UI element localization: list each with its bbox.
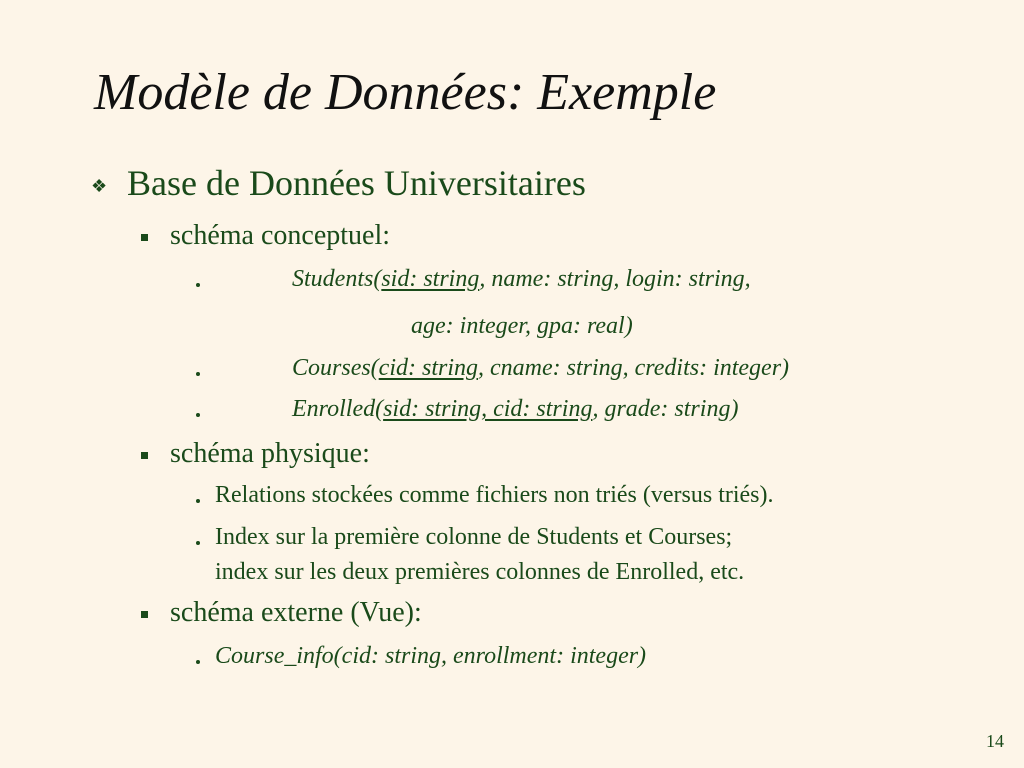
enrolled-prefix: Enrolled(: [292, 396, 384, 422]
square-bullet-icon: [141, 611, 148, 618]
courses-schema-line: [292, 355, 789, 382]
conceptual-schema-label: schéma conceptuel:: [170, 220, 391, 251]
enrolled-key: sid: string, cid: string: [383, 396, 593, 422]
dot-bullet-icon: [196, 372, 200, 376]
enrolled-rest: , grade: string): [592, 396, 739, 422]
enrolled-schema-line: [292, 396, 738, 423]
page-number: 14: [986, 731, 1004, 751]
courses-prefix: Courses(: [292, 355, 379, 381]
students-prefix: Students(: [292, 266, 382, 292]
dot-bullet-icon: [196, 283, 200, 287]
dot-bullet-icon: [196, 413, 200, 417]
external-schema-label: schéma externe (Vue):: [170, 597, 422, 628]
physical-item-index-continuation: index sur les deux premières colonnes de Enrolled, etc.: [215, 559, 745, 585]
dot-bullet-icon: [196, 541, 200, 545]
students-schema-line: [292, 266, 751, 293]
section-heading: Base de Données Universitaires: [127, 163, 586, 203]
students-key: sid: string: [381, 266, 480, 292]
physical-item-relations: Relations stockées comme fichiers non triés (versus triés).: [215, 482, 774, 508]
physical-schema-label: schéma physique:: [170, 438, 370, 469]
students-schema-continuation: age: integer, gpa: real): [411, 313, 633, 339]
slide-title: Modèle de Données: Exemple: [94, 64, 717, 121]
square-bullet-icon: [141, 234, 148, 241]
external-item-course-info: Course_info(cid: string, enrollment: integer): [215, 643, 647, 669]
physical-item-index: Index sur la première colonne de Students et Courses;: [215, 524, 733, 550]
diamond-bullet-icon: ❖: [91, 176, 108, 196]
dot-bullet-icon: [196, 660, 200, 664]
square-bullet-icon: [141, 452, 148, 459]
courses-rest: , cname: string, credits: integer): [478, 355, 790, 381]
students-rest: , name: string, login: string,: [479, 266, 751, 292]
dot-bullet-icon: [196, 499, 200, 503]
courses-key: cid: string: [378, 355, 478, 381]
